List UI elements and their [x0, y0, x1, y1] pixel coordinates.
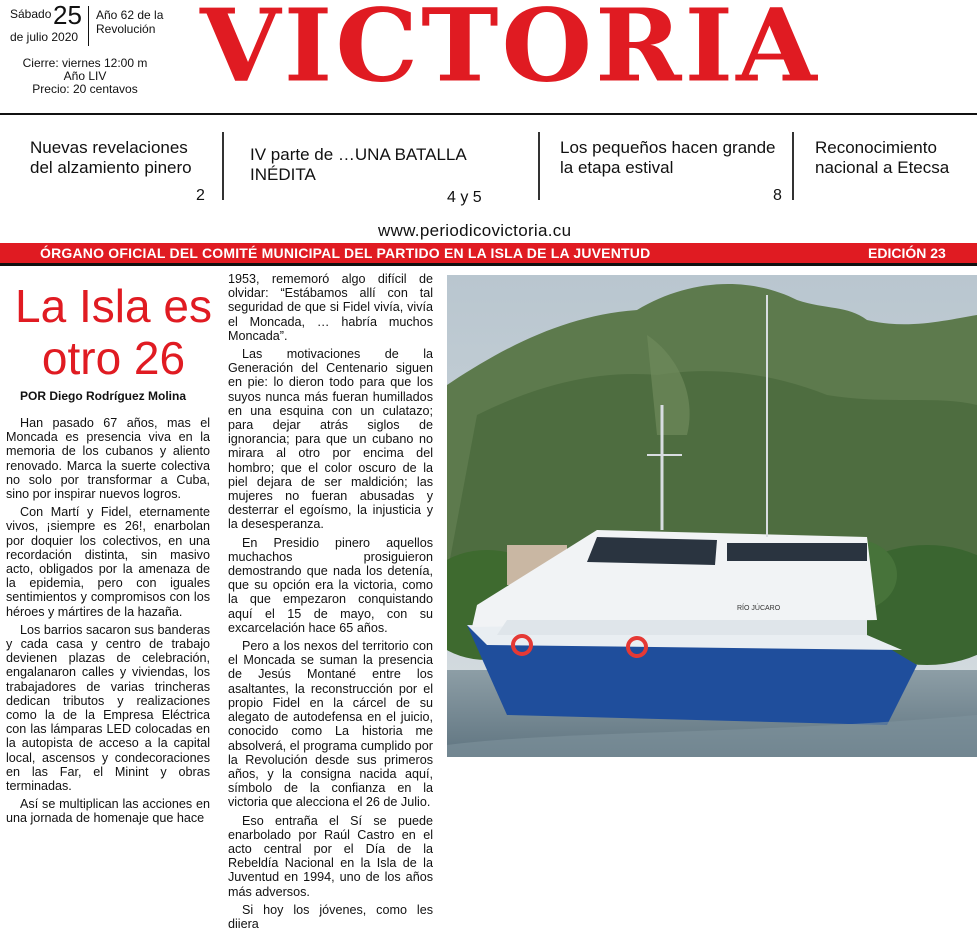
paragraph: Han pasado 67 años, mas el Moncada es presencia viva en la memoria de los cubanos y aliento renovado. Marca la suerte colectiva no solo por transformar a Cuba, sino por inspirar nuevos logros.: [6, 416, 210, 502]
paragraph: Si hoy los jóvenes, como les diiera: [228, 902, 433, 931]
revolution-year-line2: Revolución: [96, 22, 156, 36]
teaser-4[interactable]: [815, 138, 975, 178]
anio-text: Año LIV: [63, 69, 107, 83]
paragraph: Pero a los nexos del territorio con el Moncada se suman la presencia de Jesús Montané entre los asaltantes, la reconstrucción por el propio Fidel en la cárcel de su alegato de autodefensa en el juicio, conocido como La historia me absolverá, el programa cumplido por la Revolución desde sus primeros años, y la consigna nacida aquí, símbolo de la confianza en la victoria que alecciona el 26 de Julio.: [228, 639, 433, 810]
organo-text: ÓRGANO OFICIAL DEL COMITÉ MUNICIPAL DEL PARTIDO EN LA ISLA DE LA JUVENTUD: [40, 245, 651, 261]
article-column-2: [228, 272, 433, 935]
masthead-divider: [88, 6, 89, 46]
revolution-year: [96, 8, 176, 36]
teaser-1[interactable]: [30, 138, 205, 204]
teaser-2-text: IV parte de …UNA BATALLA INÉDITA: [250, 145, 466, 184]
teaser-1-text: Nuevas revelaciones del alzamiento pinero: [30, 138, 192, 177]
precio-text: Precio: 20 centavos: [32, 82, 138, 96]
teaser-2[interactable]: [250, 145, 490, 206]
ferry-illustration: [447, 275, 977, 757]
paragraph: 1953, rememoró algo difícil de olvidar: “Estábamos allí con tal seguridad de que si Fidel vivía, vivía el Moncada, … habría muchos Moncada”.: [228, 272, 433, 343]
revolution-year-line1: Año 62 de la: [96, 8, 164, 22]
paragraph: Con Martí y Fidel, eternamente vivos, ¡siempre es 26!, enarbolan por doquier los colectivos, en una recordación distinta, sin masivo acto, obligados por la amenaza de la epidemia, pero con iguales sentimientos y compromisos con los héroes y mártires de la hazaña.: [6, 505, 210, 619]
edition-info: [20, 57, 150, 96]
paragraph: Así se multiplican las acciones en una jornada de homenaje que hace: [6, 797, 210, 826]
headline-line2: otro 26: [41, 332, 186, 384]
paragraph: Las motivaciones de la Generación del Centenario siguen en pie: lo dieron todo para que los suyos nunca más fueran humillados en una esquina con un culatazo; para dejar atrás siglos de ignorancia; para que un cubano no mirara al otro por encima del hombro; que el color oscuro de la piel dejara de ser maldición; las mujeres no fueran abusadas y desterrar el egoísmo, la injusticia y la desesperanza.: [228, 347, 433, 532]
date-day-name: Sábado: [10, 7, 52, 21]
edition-number: EDICIÓN 23: [868, 245, 946, 261]
teaser-3-text: Los pequeños hacen grande la etapa estival: [560, 138, 776, 177]
teaser-2-page: 4 y 5: [447, 189, 482, 206]
headline-line1: La Isla es: [15, 280, 212, 332]
teaser-3-page: 8: [773, 187, 782, 204]
newspaper-title: VICTORIA: [200, 0, 820, 105]
teaser-1-page: 2: [196, 187, 205, 204]
date-day-number: 25: [53, 0, 82, 30]
article-headline: [6, 280, 221, 384]
website-url[interactable]: www.periodicovictoria.cu: [378, 221, 572, 240]
teaser-separator: [538, 132, 540, 200]
teaser-4-text: Reconocimiento nacional a Etecsa: [815, 138, 950, 177]
paragraph: Eso entraña el Sí se puede enarbolado por Raúl Castro en el acto central por el Día de la Rebeldía Nacional en la Isla de la Juventud en 1994, uno de los años más adversos.: [228, 813, 433, 899]
teaser-separator: [792, 132, 794, 200]
ferry-photo: [447, 275, 977, 757]
teaser-3[interactable]: [560, 138, 790, 204]
cierre-text: Cierre: viernes 12:00 m: [22, 56, 148, 70]
paragraph: Los barrios sacaron sus banderas y cada casa y centro de trabajo devienen plazas de celebración, engalanaron calles y viviendas, los trabajadores de varias trincheras dedican tributos y realizaciones como la de la Empresa Eléctrica con las lámparas LED colocadas en la autopista de acceso a la capital local, ascensos y condecoraciones en las Far, el Minint y obras terminadas.: [6, 622, 210, 794]
masthead-rule: [0, 113, 977, 115]
teaser-separator: [222, 132, 224, 200]
boat-name: RÍO JÚCARO: [737, 605, 781, 612]
article-column-1: [6, 416, 210, 830]
date-month-year: de julio 2020: [10, 30, 79, 44]
paragraph: En Presidio pinero aquellos muchachos prosiguieron demostrando que nada los detenía, que su opción era la victoria, como la que empezaron conquistando aquí el 15 de mayo, con su excarcelación hace 65 años.: [228, 535, 433, 635]
article-byline: POR Diego Rodríguez Molina: [20, 389, 187, 403]
